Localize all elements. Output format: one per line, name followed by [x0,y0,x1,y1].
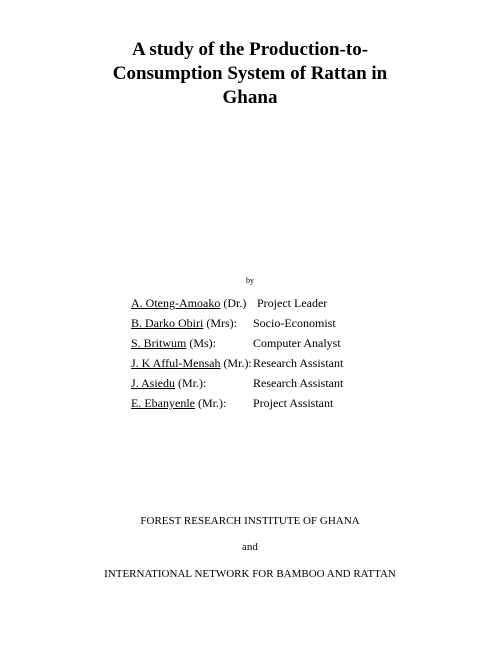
title-line-1: A study of the Production-to- [131,39,369,60]
author-role: Socio-Economist [253,316,336,330]
author-name: B. Darko Obiri [131,316,204,330]
author-role: Research Assistant [253,376,344,390]
author-honorific: (Mr.): [194,396,227,410]
author-honorific: (Dr.) [220,296,247,310]
by-label: by [246,276,254,285]
author-role: Project Leader [257,296,328,310]
author-honorific: (Mr.): [220,356,252,370]
author-name: A. Oteng-Amoako [131,296,221,310]
institution-and: and [242,541,258,553]
author-name: J. K Afful-Mensah [131,356,221,370]
author-role: Research Assistant [253,356,344,370]
author-honorific: (Ms): [186,336,217,350]
institution-forest-research: FOREST RESEARCH INSTITUTE OF GHANA [140,515,360,527]
author-honorific: (Mr.): [175,376,207,390]
author-name: J. Asiedu [131,376,176,390]
author-role: Computer Analyst [253,336,341,350]
title-line-2: Consumption System of Rattan in [112,63,388,84]
author-name: S. Britwum [131,336,187,350]
institution-inbar: INTERNATIONAL NETWORK FOR BAMBOO AND RATTAN [104,568,396,580]
author-name: E. Ebanyenle [131,396,195,410]
author-role: Project Assistant [253,396,334,410]
title-line-3: Ghana [222,87,278,108]
document-title [0,38,500,110]
author-honorific: (Mrs): [203,316,237,330]
